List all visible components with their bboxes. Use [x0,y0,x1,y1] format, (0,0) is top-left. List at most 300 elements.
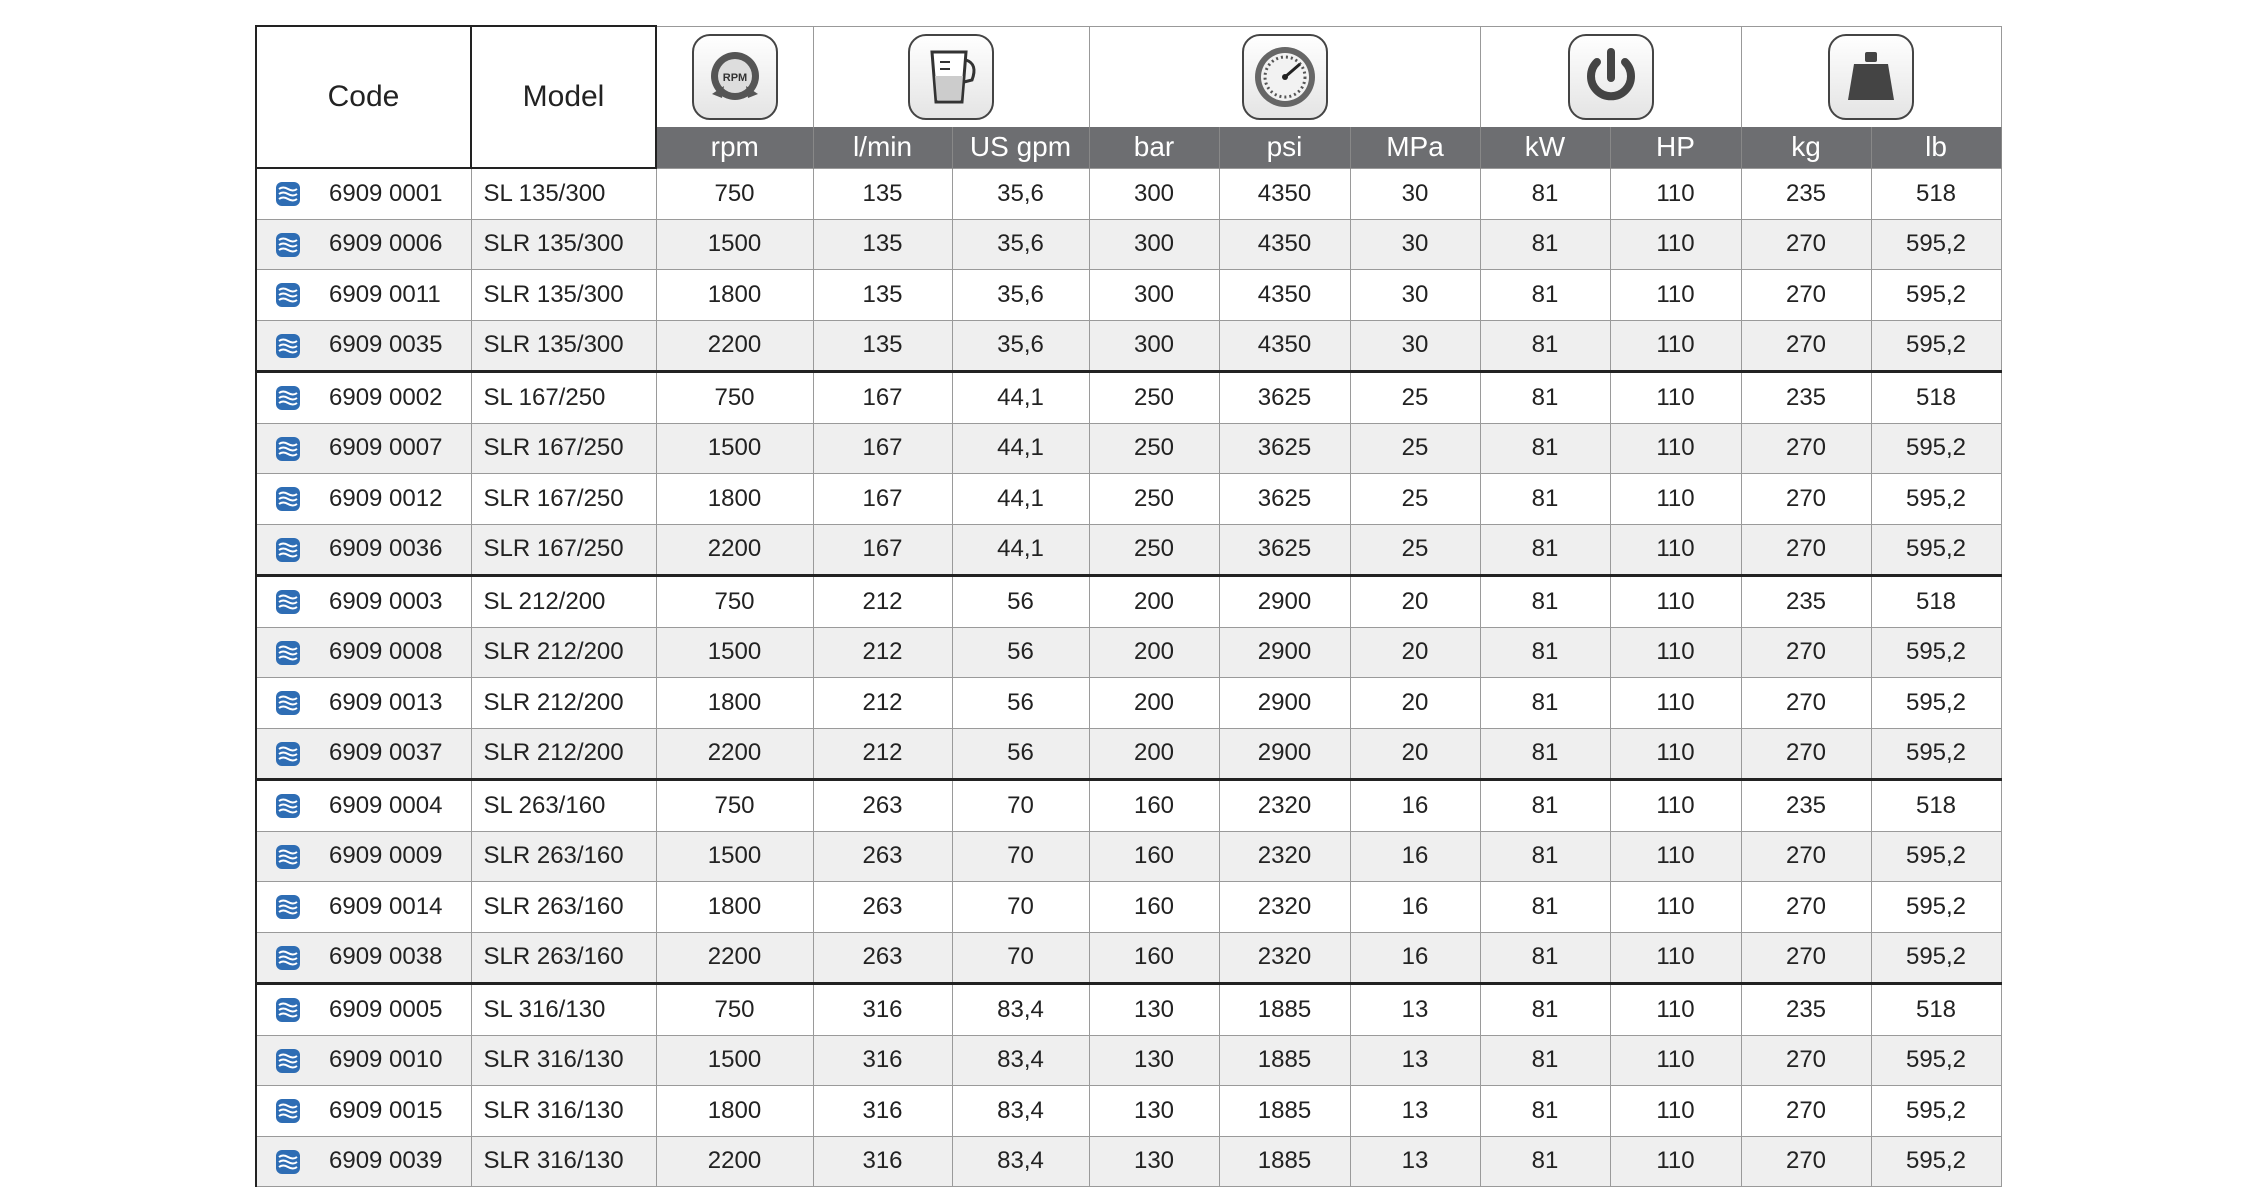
unit-lmin: l/min [813,127,952,168]
cell-lmin: 263 [813,932,952,984]
cell-psi: 1885 [1219,1086,1350,1137]
cell-code [256,372,471,424]
cell-lmin: 212 [813,678,952,729]
cell-psi: 2900 [1219,576,1350,628]
cell-lb: 595,2 [1871,882,2001,933]
cell-kw: 81 [1480,728,1610,780]
weight-icon [1828,34,1914,120]
cell-rpm: 750 [656,168,813,219]
cell-psi: 3625 [1219,372,1350,424]
table-row [256,882,2001,933]
cell-model: SLR 212/200 [471,627,656,678]
code-text: 6909 0038 [329,943,443,971]
code-text: 6909 0014 [329,892,443,920]
water-wave-icon [275,997,301,1023]
cell-model: SL 167/250 [471,372,656,424]
cell-model: SL 316/130 [471,984,656,1036]
cell-mpa: 25 [1350,474,1480,525]
cell-lmin: 263 [813,831,952,882]
cell-kw: 81 [1480,678,1610,729]
cell-lb: 595,2 [1871,1035,2001,1086]
table-row [256,1086,2001,1137]
cell-kg: 270 [1741,1136,1871,1187]
water-wave-icon [275,1048,301,1074]
cell-hp: 110 [1610,932,1741,984]
table-row [256,474,2001,525]
code-text: 6909 0006 [329,230,443,258]
cell-model: SLR 263/160 [471,932,656,984]
cell-lb: 595,2 [1871,423,2001,474]
cell-hp: 110 [1610,1136,1741,1187]
table-row [256,1035,2001,1086]
cell-bar: 250 [1089,423,1219,474]
cell-psi: 1885 [1219,1136,1350,1187]
cell-lb: 518 [1871,168,2001,219]
cell-kg: 270 [1741,932,1871,984]
cell-code [256,1136,471,1187]
cell-code [256,728,471,780]
table-row [256,728,2001,780]
cell-kw: 81 [1480,831,1610,882]
cell-kg: 270 [1741,728,1871,780]
cell-mpa: 13 [1350,984,1480,1036]
cell-kw: 81 [1480,423,1610,474]
table-row [256,372,2001,424]
cell-psi: 2900 [1219,678,1350,729]
cell-bar: 200 [1089,678,1219,729]
code-text: 6909 0005 [329,995,443,1023]
cell-code [256,219,471,270]
water-wave-icon [275,333,301,359]
code-text: 6909 0001 [329,179,443,207]
cell-hp: 110 [1610,524,1741,576]
cell-rpm: 1500 [656,627,813,678]
cell-lb: 518 [1871,576,2001,628]
cell-mpa: 30 [1350,270,1480,321]
cell-kw: 81 [1480,168,1610,219]
cell-mpa: 16 [1350,780,1480,832]
cell-hp: 110 [1610,168,1741,219]
cell-kg: 270 [1741,524,1871,576]
cell-kg: 270 [1741,320,1871,372]
header-weight-icon-cell [1741,26,2001,127]
cell-model: SLR 212/200 [471,728,656,780]
cell-lmin: 316 [813,984,952,1036]
cell-kw: 81 [1480,1035,1610,1086]
cell-code [256,831,471,882]
code-text: 6909 0003 [329,587,443,615]
cell-rpm: 750 [656,576,813,628]
header-flow-icon-cell [813,26,1089,127]
cell-bar: 200 [1089,728,1219,780]
cell-model: SLR 316/130 [471,1086,656,1137]
cell-usgpm: 70 [952,831,1089,882]
cell-psi: 4350 [1219,168,1350,219]
water-wave-icon [275,640,301,666]
cell-kw: 81 [1480,1086,1610,1137]
cell-psi: 4350 [1219,320,1350,372]
header-power-icon-cell [1480,26,1741,127]
table-row [256,320,2001,372]
cell-rpm: 1800 [656,678,813,729]
water-wave-icon [275,589,301,615]
cell-lmin: 316 [813,1035,952,1086]
cell-mpa: 25 [1350,524,1480,576]
cell-hp: 110 [1610,320,1741,372]
cell-kg: 235 [1741,984,1871,1036]
cell-lb: 518 [1871,984,2001,1036]
cell-mpa: 13 [1350,1035,1480,1086]
cell-rpm: 1800 [656,474,813,525]
water-wave-icon [275,436,301,462]
water-wave-icon [275,232,301,258]
cell-hp: 110 [1610,831,1741,882]
cell-mpa: 16 [1350,882,1480,933]
cell-rpm: 2200 [656,728,813,780]
cell-usgpm: 70 [952,932,1089,984]
cell-lmin: 212 [813,728,952,780]
cell-model: SLR 316/130 [471,1035,656,1086]
cell-lb: 595,2 [1871,728,2001,780]
cell-lb: 595,2 [1871,1136,2001,1187]
cell-model: SLR 135/300 [471,320,656,372]
table-row [256,780,2001,832]
cell-code [256,168,471,219]
cell-psi: 1885 [1219,984,1350,1036]
cell-lmin: 212 [813,627,952,678]
cell-bar: 160 [1089,780,1219,832]
cell-kg: 270 [1741,423,1871,474]
cell-kw: 81 [1480,524,1610,576]
cell-mpa: 13 [1350,1136,1480,1187]
cell-psi: 2900 [1219,627,1350,678]
code-text: 6909 0008 [329,638,443,666]
cell-mpa: 25 [1350,372,1480,424]
cell-bar: 130 [1089,1035,1219,1086]
cell-rpm: 750 [656,372,813,424]
cell-kw: 81 [1480,984,1610,1036]
cell-mpa: 16 [1350,831,1480,882]
cell-rpm: 2200 [656,932,813,984]
table-row [256,423,2001,474]
cell-mpa: 20 [1350,678,1480,729]
table-row [256,524,2001,576]
unit-bar: bar [1089,127,1219,168]
cell-rpm: 2200 [656,1136,813,1187]
code-text: 6909 0009 [329,842,443,870]
cell-kg: 235 [1741,168,1871,219]
cell-kg: 270 [1741,831,1871,882]
cell-usgpm: 70 [952,882,1089,933]
rpm-icon [692,34,778,120]
cell-rpm: 1500 [656,831,813,882]
cell-bar: 130 [1089,1086,1219,1137]
cell-kg: 270 [1741,1035,1871,1086]
code-text: 6909 0010 [329,1046,443,1074]
table-row [256,984,2001,1036]
water-wave-icon [275,844,301,870]
cell-usgpm: 83,4 [952,984,1089,1036]
cell-kg: 270 [1741,1086,1871,1137]
cell-usgpm: 83,4 [952,1035,1089,1086]
cell-lb: 595,2 [1871,1086,2001,1137]
spec-table [255,25,2002,1187]
water-wave-icon [275,945,301,971]
cell-mpa: 30 [1350,320,1480,372]
cell-usgpm: 56 [952,576,1089,628]
cell-psi: 2320 [1219,932,1350,984]
water-wave-icon [275,690,301,716]
unit-lb: lb [1871,127,2001,168]
cell-mpa: 20 [1350,627,1480,678]
cell-lmin: 135 [813,320,952,372]
code-text: 6909 0037 [329,739,443,767]
cell-kw: 81 [1480,882,1610,933]
power-icon [1568,34,1654,120]
cell-code [256,627,471,678]
cell-rpm: 1800 [656,1086,813,1137]
cell-model: SLR 167/250 [471,524,656,576]
cell-kw: 81 [1480,627,1610,678]
cell-bar: 200 [1089,576,1219,628]
code-text: 6909 0002 [329,383,443,411]
cell-bar: 300 [1089,270,1219,321]
cell-kw: 81 [1480,576,1610,628]
cell-usgpm: 44,1 [952,423,1089,474]
cell-psi: 1885 [1219,1035,1350,1086]
cell-mpa: 30 [1350,219,1480,270]
cell-hp: 110 [1610,270,1741,321]
cell-mpa: 30 [1350,168,1480,219]
cell-kg: 270 [1741,627,1871,678]
cell-lmin: 316 [813,1086,952,1137]
cell-kg: 270 [1741,219,1871,270]
water-wave-icon [275,894,301,920]
cell-hp: 110 [1610,1086,1741,1137]
cell-hp: 110 [1610,627,1741,678]
flow-jug-icon [908,34,994,120]
cell-usgpm: 35,6 [952,270,1089,321]
cell-kw: 81 [1480,320,1610,372]
cell-hp: 110 [1610,219,1741,270]
water-wave-icon [275,486,301,512]
cell-kw: 81 [1480,219,1610,270]
code-text: 6909 0011 [329,280,441,308]
header-pressure-icon-cell [1089,26,1480,127]
cell-bar: 250 [1089,372,1219,424]
cell-bar: 130 [1089,984,1219,1036]
cell-hp: 110 [1610,780,1741,832]
water-wave-icon [275,793,301,819]
code-text: 6909 0036 [329,535,443,563]
cell-mpa: 16 [1350,932,1480,984]
code-text: 6909 0007 [329,434,443,462]
cell-lmin: 263 [813,780,952,832]
cell-psi: 2320 [1219,831,1350,882]
cell-bar: 200 [1089,627,1219,678]
code-text: 6909 0012 [329,484,443,512]
cell-psi: 3625 [1219,524,1350,576]
water-wave-icon [275,741,301,767]
cell-bar: 160 [1089,932,1219,984]
table-row [256,1136,2001,1187]
cell-kg: 270 [1741,474,1871,525]
cell-kg: 235 [1741,576,1871,628]
pressure-gauge-icon [1242,34,1328,120]
cell-code [256,474,471,525]
unit-psi: psi [1219,127,1350,168]
cell-rpm: 1500 [656,1035,813,1086]
cell-kw: 81 [1480,1136,1610,1187]
cell-model: SLR 167/250 [471,474,656,525]
cell-code [256,1086,471,1137]
cell-model: SLR 135/300 [471,219,656,270]
cell-lmin: 167 [813,474,952,525]
cell-usgpm: 70 [952,780,1089,832]
cell-usgpm: 35,6 [952,168,1089,219]
cell-usgpm: 44,1 [952,372,1089,424]
cell-bar: 250 [1089,524,1219,576]
unit-kw: kW [1480,127,1610,168]
water-wave-icon [275,1098,301,1124]
cell-psi: 2320 [1219,780,1350,832]
cell-code [256,320,471,372]
cell-usgpm: 56 [952,678,1089,729]
header-code: Code [256,26,471,168]
cell-lmin: 212 [813,576,952,628]
rpm-icon-label: RPM [722,71,747,84]
cell-model: SLR 212/200 [471,678,656,729]
cell-usgpm: 35,6 [952,219,1089,270]
unit-rpm: rpm [656,127,813,168]
cell-mpa: 20 [1350,576,1480,628]
cell-code [256,678,471,729]
cell-hp: 110 [1610,728,1741,780]
unit-mpa: MPa [1350,127,1480,168]
header-rpm-icon-cell [656,26,813,127]
cell-mpa: 13 [1350,1086,1480,1137]
cell-lb: 595,2 [1871,678,2001,729]
unit-kg: kg [1741,127,1871,168]
table-row [256,576,2001,628]
cell-model: SL 212/200 [471,576,656,628]
cell-lb: 518 [1871,372,2001,424]
code-text: 6909 0039 [329,1147,443,1175]
cell-psi: 4350 [1219,270,1350,321]
cell-lb: 595,2 [1871,831,2001,882]
table-row [256,678,2001,729]
cell-usgpm: 44,1 [952,524,1089,576]
cell-psi: 4350 [1219,219,1350,270]
cell-rpm: 750 [656,780,813,832]
cell-bar: 160 [1089,831,1219,882]
cell-bar: 300 [1089,168,1219,219]
cell-rpm: 1800 [656,270,813,321]
cell-code [256,423,471,474]
cell-model: SL 135/300 [471,168,656,219]
cell-lb: 595,2 [1871,524,2001,576]
cell-lmin: 135 [813,168,952,219]
cell-lb: 595,2 [1871,320,2001,372]
water-wave-icon [275,385,301,411]
cell-kg: 270 [1741,882,1871,933]
cell-bar: 130 [1089,1136,1219,1187]
cell-lmin: 167 [813,372,952,424]
water-wave-icon [275,282,301,308]
cell-kw: 81 [1480,474,1610,525]
cell-code [256,576,471,628]
cell-rpm: 750 [656,984,813,1036]
cell-hp: 110 [1610,372,1741,424]
cell-rpm: 1500 [656,219,813,270]
cell-kw: 81 [1480,372,1610,424]
cell-rpm: 2200 [656,320,813,372]
cell-psi: 3625 [1219,423,1350,474]
cell-lmin: 167 [813,423,952,474]
cell-model: SL 263/160 [471,780,656,832]
cell-lb: 595,2 [1871,474,2001,525]
cell-code [256,882,471,933]
cell-model: SLR 135/300 [471,270,656,321]
cell-hp: 110 [1610,984,1741,1036]
cell-usgpm: 83,4 [952,1086,1089,1137]
table-row [256,168,2001,219]
cell-usgpm: 56 [952,728,1089,780]
cell-lb: 595,2 [1871,627,2001,678]
table-row [256,270,2001,321]
cell-code [256,270,471,321]
cell-lb: 595,2 [1871,932,2001,984]
table-row [256,219,2001,270]
cell-kw: 81 [1480,270,1610,321]
cell-lb: 595,2 [1871,270,2001,321]
cell-model: SLR 263/160 [471,882,656,933]
cell-model: SLR 263/160 [471,831,656,882]
cell-code [256,524,471,576]
cell-hp: 110 [1610,1035,1741,1086]
code-text: 6909 0004 [329,791,443,819]
cell-rpm: 1800 [656,882,813,933]
cell-usgpm: 44,1 [952,474,1089,525]
cell-code [256,932,471,984]
code-text: 6909 0015 [329,1096,443,1124]
table-row [256,627,2001,678]
cell-rpm: 2200 [656,524,813,576]
cell-lmin: 135 [813,219,952,270]
cell-mpa: 20 [1350,728,1480,780]
cell-bar: 250 [1089,474,1219,525]
cell-kg: 235 [1741,780,1871,832]
cell-lmin: 167 [813,524,952,576]
cell-bar: 300 [1089,320,1219,372]
cell-kw: 81 [1480,932,1610,984]
cell-hp: 110 [1610,882,1741,933]
cell-kg: 270 [1741,678,1871,729]
cell-model: SLR 316/130 [471,1136,656,1187]
cell-lb: 518 [1871,780,2001,832]
cell-lb: 595,2 [1871,219,2001,270]
water-wave-icon [275,181,301,207]
water-wave-icon [275,537,301,563]
cell-hp: 110 [1610,576,1741,628]
cell-lmin: 316 [813,1136,952,1187]
cell-code [256,780,471,832]
cell-hp: 110 [1610,474,1741,525]
cell-kg: 270 [1741,270,1871,321]
cell-psi: 2900 [1219,728,1350,780]
cell-psi: 2320 [1219,882,1350,933]
unit-hp: HP [1610,127,1741,168]
